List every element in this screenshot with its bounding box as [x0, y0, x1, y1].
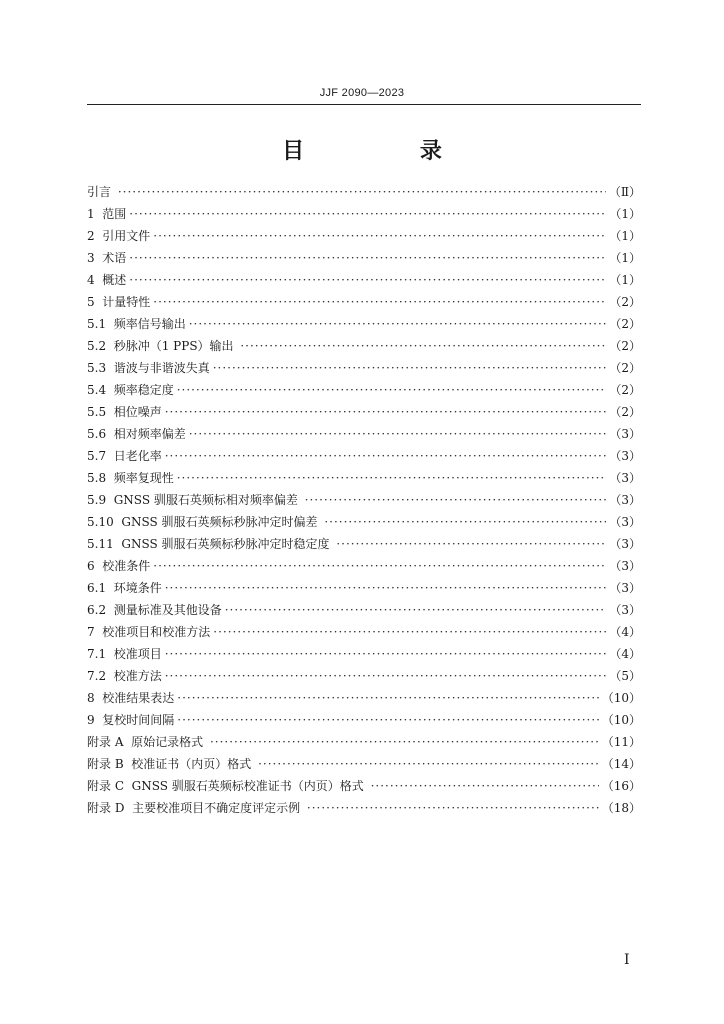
toc-entry-title: 复校时间间隔 [102, 713, 175, 727]
toc-entry-title: 校准方法 [113, 669, 162, 683]
toc-entry[interactable] [87, 665, 641, 687]
toc-entry-number: 5.9 [87, 493, 114, 507]
dot-leader [165, 577, 607, 599]
toc-entry-title: 环境条件 [113, 581, 162, 595]
toc-entry-number: 5.7 [87, 449, 114, 463]
toc-entry[interactable] [87, 797, 641, 819]
toc-entry-title: 频率稳定度 [113, 383, 174, 397]
toc-entry-title: 术语 [102, 251, 127, 265]
toc-entry-page: （10） [601, 713, 641, 727]
toc-entry-page: （3） [609, 603, 641, 617]
toc-entry-title: 范围 [102, 207, 127, 221]
toc-entry[interactable] [87, 423, 641, 445]
dot-leader [305, 489, 607, 511]
toc-entry-title: 校准结果表达 [102, 691, 175, 705]
toc-entry-number: 6 [87, 559, 103, 573]
toc-entry-page: （14） [601, 757, 641, 771]
toc-entry-number: 7.1 [87, 647, 114, 661]
dot-leader [177, 467, 607, 489]
toc-entry[interactable] [87, 753, 641, 775]
toc-entry[interactable] [87, 181, 641, 203]
toc-entry[interactable] [87, 511, 641, 533]
toc-entry-page: （2） [609, 317, 641, 331]
table-of-contents [87, 181, 641, 819]
toc-entry-page: （4） [609, 647, 641, 661]
toc-entry-number: 2 [87, 229, 103, 243]
toc-entry-title: 引用文件 [102, 229, 151, 243]
dot-leader [165, 643, 607, 665]
toc-entry-page: （2） [609, 295, 641, 309]
dot-leader [189, 313, 607, 335]
toc-entry-title: 相位噪声 [113, 405, 162, 419]
toc-entry-number: 附录 D [87, 801, 133, 815]
toc-entry[interactable] [87, 599, 641, 621]
dot-leader [177, 709, 598, 731]
toc-entry-page: （18） [601, 801, 641, 815]
toc-entry-number: 8 [87, 691, 103, 705]
toc-entry[interactable] [87, 203, 641, 225]
toc-entry-page: （3） [609, 449, 641, 463]
toc-entry[interactable] [87, 401, 641, 423]
dot-leader [165, 445, 607, 467]
toc-entry-title: GNSS 驯服石英频标相对频率偏差 [113, 493, 302, 507]
toc-entry[interactable] [87, 225, 641, 247]
toc-entry[interactable] [87, 731, 641, 753]
toc-entry-number: 7 [87, 625, 103, 639]
toc-entry-title: 引言 [87, 185, 115, 199]
toc-entry-page: （3） [609, 581, 641, 595]
toc-entry[interactable] [87, 709, 641, 731]
dot-leader [210, 731, 599, 753]
dot-leader [336, 533, 606, 555]
toc-entry-page: （3） [609, 515, 641, 529]
toc-entry-number: 9 [87, 713, 103, 727]
toc-entry-number: 6.2 [87, 603, 114, 617]
toc-entry-page: （11） [601, 735, 641, 749]
toc-entry-page: （1） [609, 251, 641, 265]
dot-leader [118, 181, 606, 203]
toc-entry-number: 5.8 [87, 471, 114, 485]
toc-entry-title: 测量标准及其他设备 [113, 603, 222, 617]
toc-entry[interactable] [87, 621, 641, 643]
toc-entry-title: GNSS 驯服石英频标秒脉冲定时偏差 [121, 515, 322, 529]
dot-leader [153, 555, 606, 577]
toc-entry[interactable] [87, 291, 641, 313]
toc-entry-number: 5.4 [87, 383, 114, 397]
dot-leader [177, 379, 607, 401]
dot-leader [129, 203, 606, 225]
toc-entry-page: （2） [609, 361, 641, 375]
toc-entry-page: （3） [609, 537, 641, 551]
dot-leader [371, 775, 599, 797]
toc-entry-number: 5.3 [87, 361, 114, 375]
toc-entry[interactable] [87, 357, 641, 379]
toc-entry-number: 3 [87, 251, 103, 265]
toc-entry-page: （10） [601, 691, 641, 705]
toc-entry-page: （3） [609, 493, 641, 507]
toc-entry-page: （1） [609, 273, 641, 287]
toc-entry-number: 5.5 [87, 405, 114, 419]
toc-entry-page: （1） [609, 229, 641, 243]
toc-entry[interactable] [87, 313, 641, 335]
dot-leader [165, 665, 607, 687]
toc-entry-title: 校准项目和校准方法 [102, 625, 211, 639]
dot-leader [129, 247, 606, 269]
toc-entry-title: 日老化率 [113, 449, 162, 463]
toc-entry[interactable] [87, 555, 641, 577]
toc-entry[interactable] [87, 335, 641, 357]
toc-entry-title: 主要校准项目不确定度评定示例 [132, 801, 304, 815]
toc-entry-title: 校准条件 [102, 559, 151, 573]
toc-entry-title: 频率复现性 [113, 471, 174, 485]
dot-leader [213, 357, 607, 379]
dot-leader [258, 753, 599, 775]
page-number: I [624, 952, 630, 968]
toc-entry-number: 6.1 [87, 581, 114, 595]
toc-entry-number: 4 [87, 273, 103, 287]
toc-entry-number: 5 [87, 295, 103, 309]
toc-entry-number: 5.10 [87, 515, 122, 529]
toc-entry[interactable] [87, 775, 641, 797]
toc-entry-page: （1） [609, 207, 641, 221]
toc-entry[interactable] [87, 467, 641, 489]
dot-leader [165, 401, 607, 423]
toc-entry-title: 概述 [102, 273, 127, 287]
toc-entry-page: （4） [609, 625, 641, 639]
toc-entry-number: 附录 B [87, 757, 132, 771]
toc-entry-page: （2） [609, 383, 641, 397]
toc-entry-title: 校准项目 [113, 647, 162, 661]
toc-entry-title: 原始记录格式 [131, 735, 207, 749]
header-divider [87, 104, 641, 105]
toc-entry-number: 7.2 [87, 669, 114, 683]
toc-entry-title: GNSS 驯服石英频标秒脉冲定时稳定度 [121, 537, 334, 551]
dot-leader [324, 511, 606, 533]
dot-leader [177, 687, 598, 709]
toc-entry-number: 5.11 [87, 537, 122, 551]
dot-leader [225, 599, 607, 621]
toc-entry[interactable] [87, 533, 641, 555]
toc-entry-page: （3） [609, 559, 641, 573]
toc-entry-title: 相对频率偏差 [113, 427, 186, 441]
toc-entry-title: 秒脉冲（1 PPS）输出 [113, 339, 238, 353]
toc-entry-number: 附录 A [87, 735, 132, 749]
toc-entry[interactable] [87, 445, 641, 467]
toc-entry-number: 5.2 [87, 339, 114, 353]
toc-entry-page: （3） [609, 427, 641, 441]
toc-entry-page: （16） [601, 779, 641, 793]
toc-entry-page: （3） [609, 471, 641, 485]
toc-entry-page: （5） [609, 669, 641, 683]
dot-leader [240, 335, 606, 357]
toc-entry[interactable] [87, 269, 641, 291]
dot-leader [307, 797, 599, 819]
standard-code-header: JJF 2090—2023 [319, 87, 405, 99]
page-title: 目 录 [282, 139, 496, 164]
toc-entry-title: 计量特性 [102, 295, 151, 309]
toc-entry-page: （Ⅱ） [608, 185, 641, 199]
dot-leader [129, 269, 606, 291]
toc-entry-number: 5.1 [87, 317, 114, 331]
toc-entry-number: 1 [87, 207, 103, 221]
toc-entry-number: 5.6 [87, 427, 114, 441]
dot-leader [189, 423, 607, 445]
toc-entry[interactable] [87, 489, 641, 511]
toc-entry[interactable] [87, 247, 641, 269]
toc-entry-title: 频率信号输出 [113, 317, 186, 331]
dot-leader [153, 291, 606, 313]
toc-entry-page: （2） [609, 339, 641, 353]
toc-entry[interactable] [87, 643, 641, 665]
toc-entry[interactable] [87, 379, 641, 401]
dot-leader [213, 621, 606, 643]
toc-entry-title: 谐波与非谐波失真 [113, 361, 210, 375]
toc-entry[interactable] [87, 687, 641, 709]
toc-entry-title: GNSS 驯服石英频标校准证书（内页）格式 [131, 779, 368, 793]
toc-entry-title: 校准证书（内页）格式 [131, 757, 256, 771]
toc-entry-number: 附录 C [87, 779, 132, 793]
dot-leader [153, 225, 606, 247]
toc-entry[interactable] [87, 577, 641, 599]
toc-entry-page: （2） [609, 405, 641, 419]
